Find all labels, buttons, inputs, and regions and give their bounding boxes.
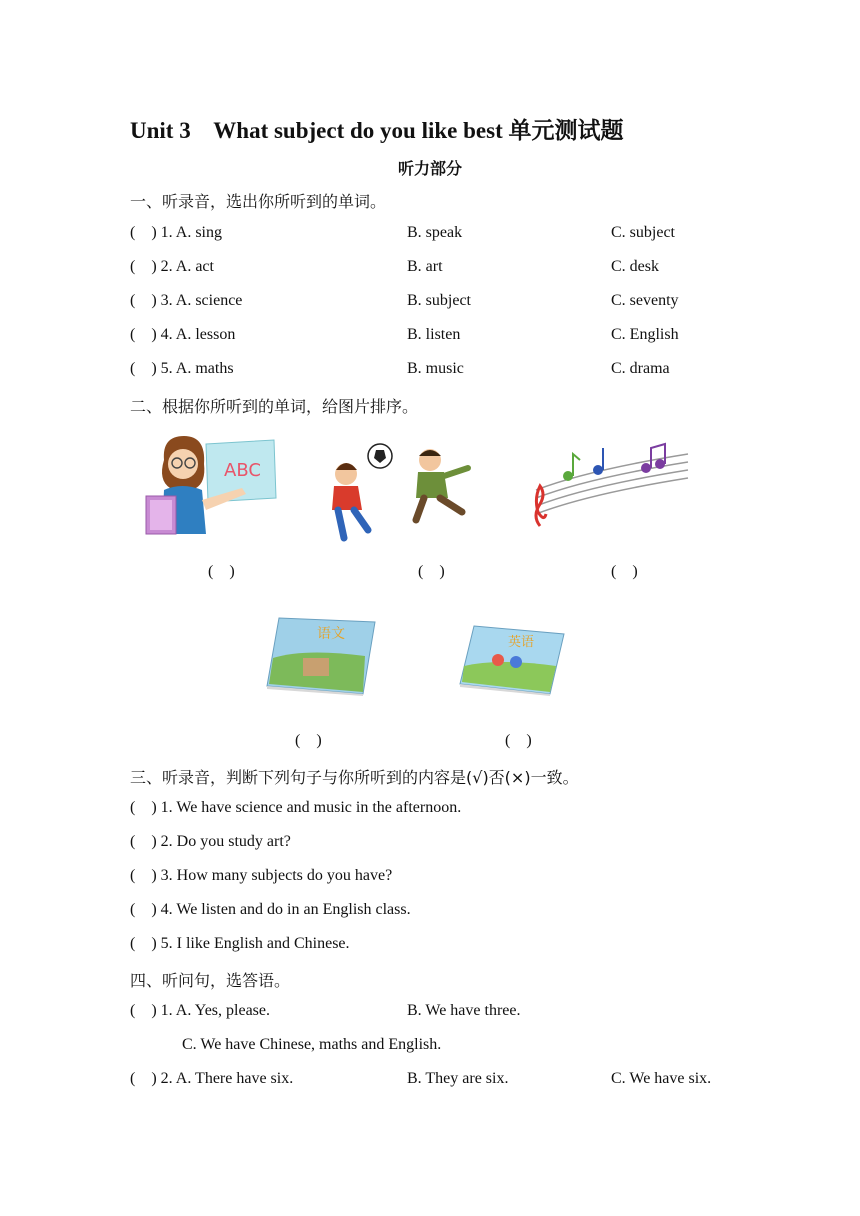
option-c: C. drama [611, 360, 670, 377]
option-b: B. subject [407, 292, 471, 309]
picture-3-blank: ( ) [611, 563, 638, 580]
question-row [130, 360, 750, 382]
option-b: B. They are six. [407, 1070, 509, 1087]
section-2-heading: 二、根据你所听到的单词，给图片排序。 [130, 397, 419, 416]
textbook-cover-text: 语文 [317, 626, 345, 642]
board-letter-a: ABC [224, 460, 261, 481]
picture-5-blank: ( ) [505, 732, 532, 749]
option-b: B. speak [407, 224, 463, 241]
question-stem: ( ) 2. A. act [130, 258, 214, 275]
question-stem: ( ) 5. A. maths [130, 360, 234, 377]
option-b: B. We have three. [407, 1002, 521, 1019]
option-b: B. music [407, 360, 464, 377]
section-3-heading: 三、听录音，判断下列句子与你所听到的内容是(√)否(×)一致。 [130, 768, 579, 787]
question-row [130, 224, 750, 246]
picture-4-blank: ( ) [295, 732, 322, 749]
picture-2-blank: ( ) [418, 563, 445, 580]
question-stem: ( ) 1. A. sing [130, 224, 222, 241]
judgement-item: ( ) 4. We listen and do in an English class. [130, 901, 411, 918]
question-stem: ( ) 1. A. Yes, please. [130, 1002, 270, 1019]
question-row [130, 292, 750, 314]
picture-1-blank: ( ) [208, 563, 235, 580]
question-stem: ( ) 4. A. lesson [130, 326, 236, 343]
textbook-cover-text: 英语 [508, 635, 535, 650]
english-textbook-icon [458, 620, 568, 696]
judgement-item: ( ) 3. How many subjects do you have? [130, 867, 393, 884]
chinese-textbook-icon [265, 612, 380, 696]
option-c: C. We have six. [611, 1070, 712, 1087]
question-row [130, 1070, 750, 1092]
question-row [130, 1002, 750, 1024]
judgement-item: ( ) 5. I like English and Chinese. [130, 935, 350, 952]
question-stem: ( ) 3. A. science [130, 292, 243, 309]
option-c: C. seventy [611, 292, 679, 309]
option-b: B. listen [407, 326, 461, 343]
boys-playing-football-icon [324, 440, 486, 544]
section-subtitle: 听力部分 [397, 159, 462, 178]
question-stem: ( ) 2. A. There have six. [130, 1070, 294, 1087]
question-row [130, 258, 750, 280]
judgement-item: ( ) 1. We have science and music in the afternoon. [130, 799, 462, 816]
option-c: C. English [611, 326, 679, 343]
option-c: C. subject [611, 224, 675, 241]
judgement-item: ( ) 2. Do you study art? [130, 833, 291, 850]
question-row [130, 326, 750, 348]
section-1-heading: 一、听录音，选出你所听到的单词。 [130, 192, 387, 211]
music-notes-staff-icon [528, 440, 692, 530]
section-4-heading: 四、听问句，选答语。 [130, 971, 291, 990]
page-title: Unit 3 What subject do you like best 单元测试题 [130, 118, 624, 143]
option-b: B. art [407, 258, 443, 275]
option-c: C. We have Chinese, maths and English. [182, 1036, 442, 1053]
option-c: C. desk [611, 258, 659, 275]
teacher-abc-board-icon [142, 430, 282, 542]
